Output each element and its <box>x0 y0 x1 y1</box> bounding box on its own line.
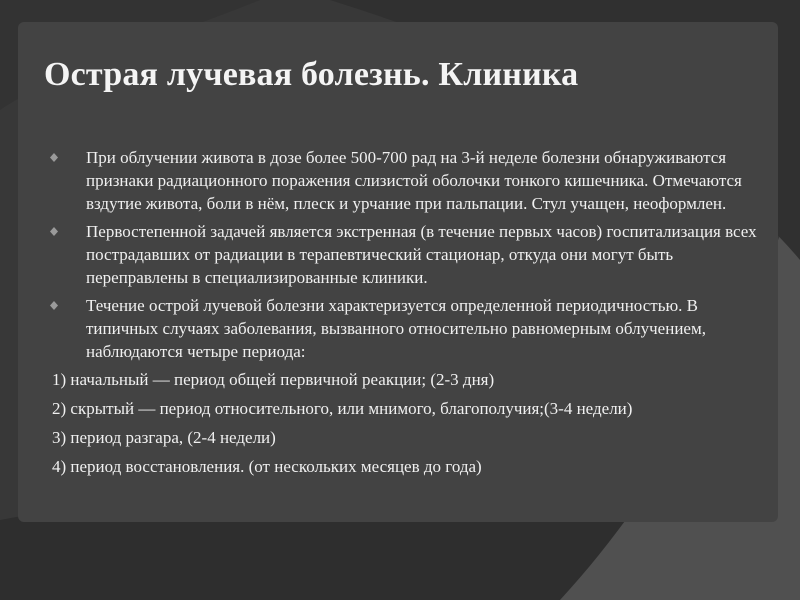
bullet-text: Течение острой лучевой болезни характеризуется определенной периодичностью. В типичных случаях заболевания, вызванного относительно равномерным облучением, наблюдаются четыре периода: <box>86 296 706 361</box>
period-line: 3) период разгара, (2-4 недели) <box>52 428 276 447</box>
slide-title: Острая лучевая болезнь. Клиника <box>44 56 579 93</box>
bullet-item <box>48 220 764 289</box>
slide-content <box>48 146 764 484</box>
period-line: 4) период восстановления. (от нескольких месяцев до года) <box>52 457 482 476</box>
bullet-item <box>48 146 764 215</box>
bullet-diamond-icon <box>50 153 58 162</box>
bullet-text: При облучении живота в дозе более 500-700 рад на 3-й неделе болезни обнаруживаются признаки радиационного поражения слизистой оболочки тонкого кишечника. Отмечаются вздутие живота, боли в нём, плеск и урчание при пальпации. Стул учащен, неоформлен. <box>86 148 742 213</box>
bullet-text: Первостепенной задачей является экстренная (в течение первых часов) госпитализация всех пострадавших от радиации в терапевтический стационар, откуда они могут быть переправлены в специализированные клиники. <box>86 222 757 287</box>
bullet-diamond-icon <box>50 227 58 236</box>
bullet-diamond-icon <box>50 301 58 310</box>
bullet-item <box>48 294 764 363</box>
period-line: 1) начальный — период общей первичной реакции; (2-3 дня) <box>52 370 495 389</box>
period-line: 2) скрытый — период относительного, или мнимого, благополучия;(3-4 недели) <box>52 399 633 418</box>
